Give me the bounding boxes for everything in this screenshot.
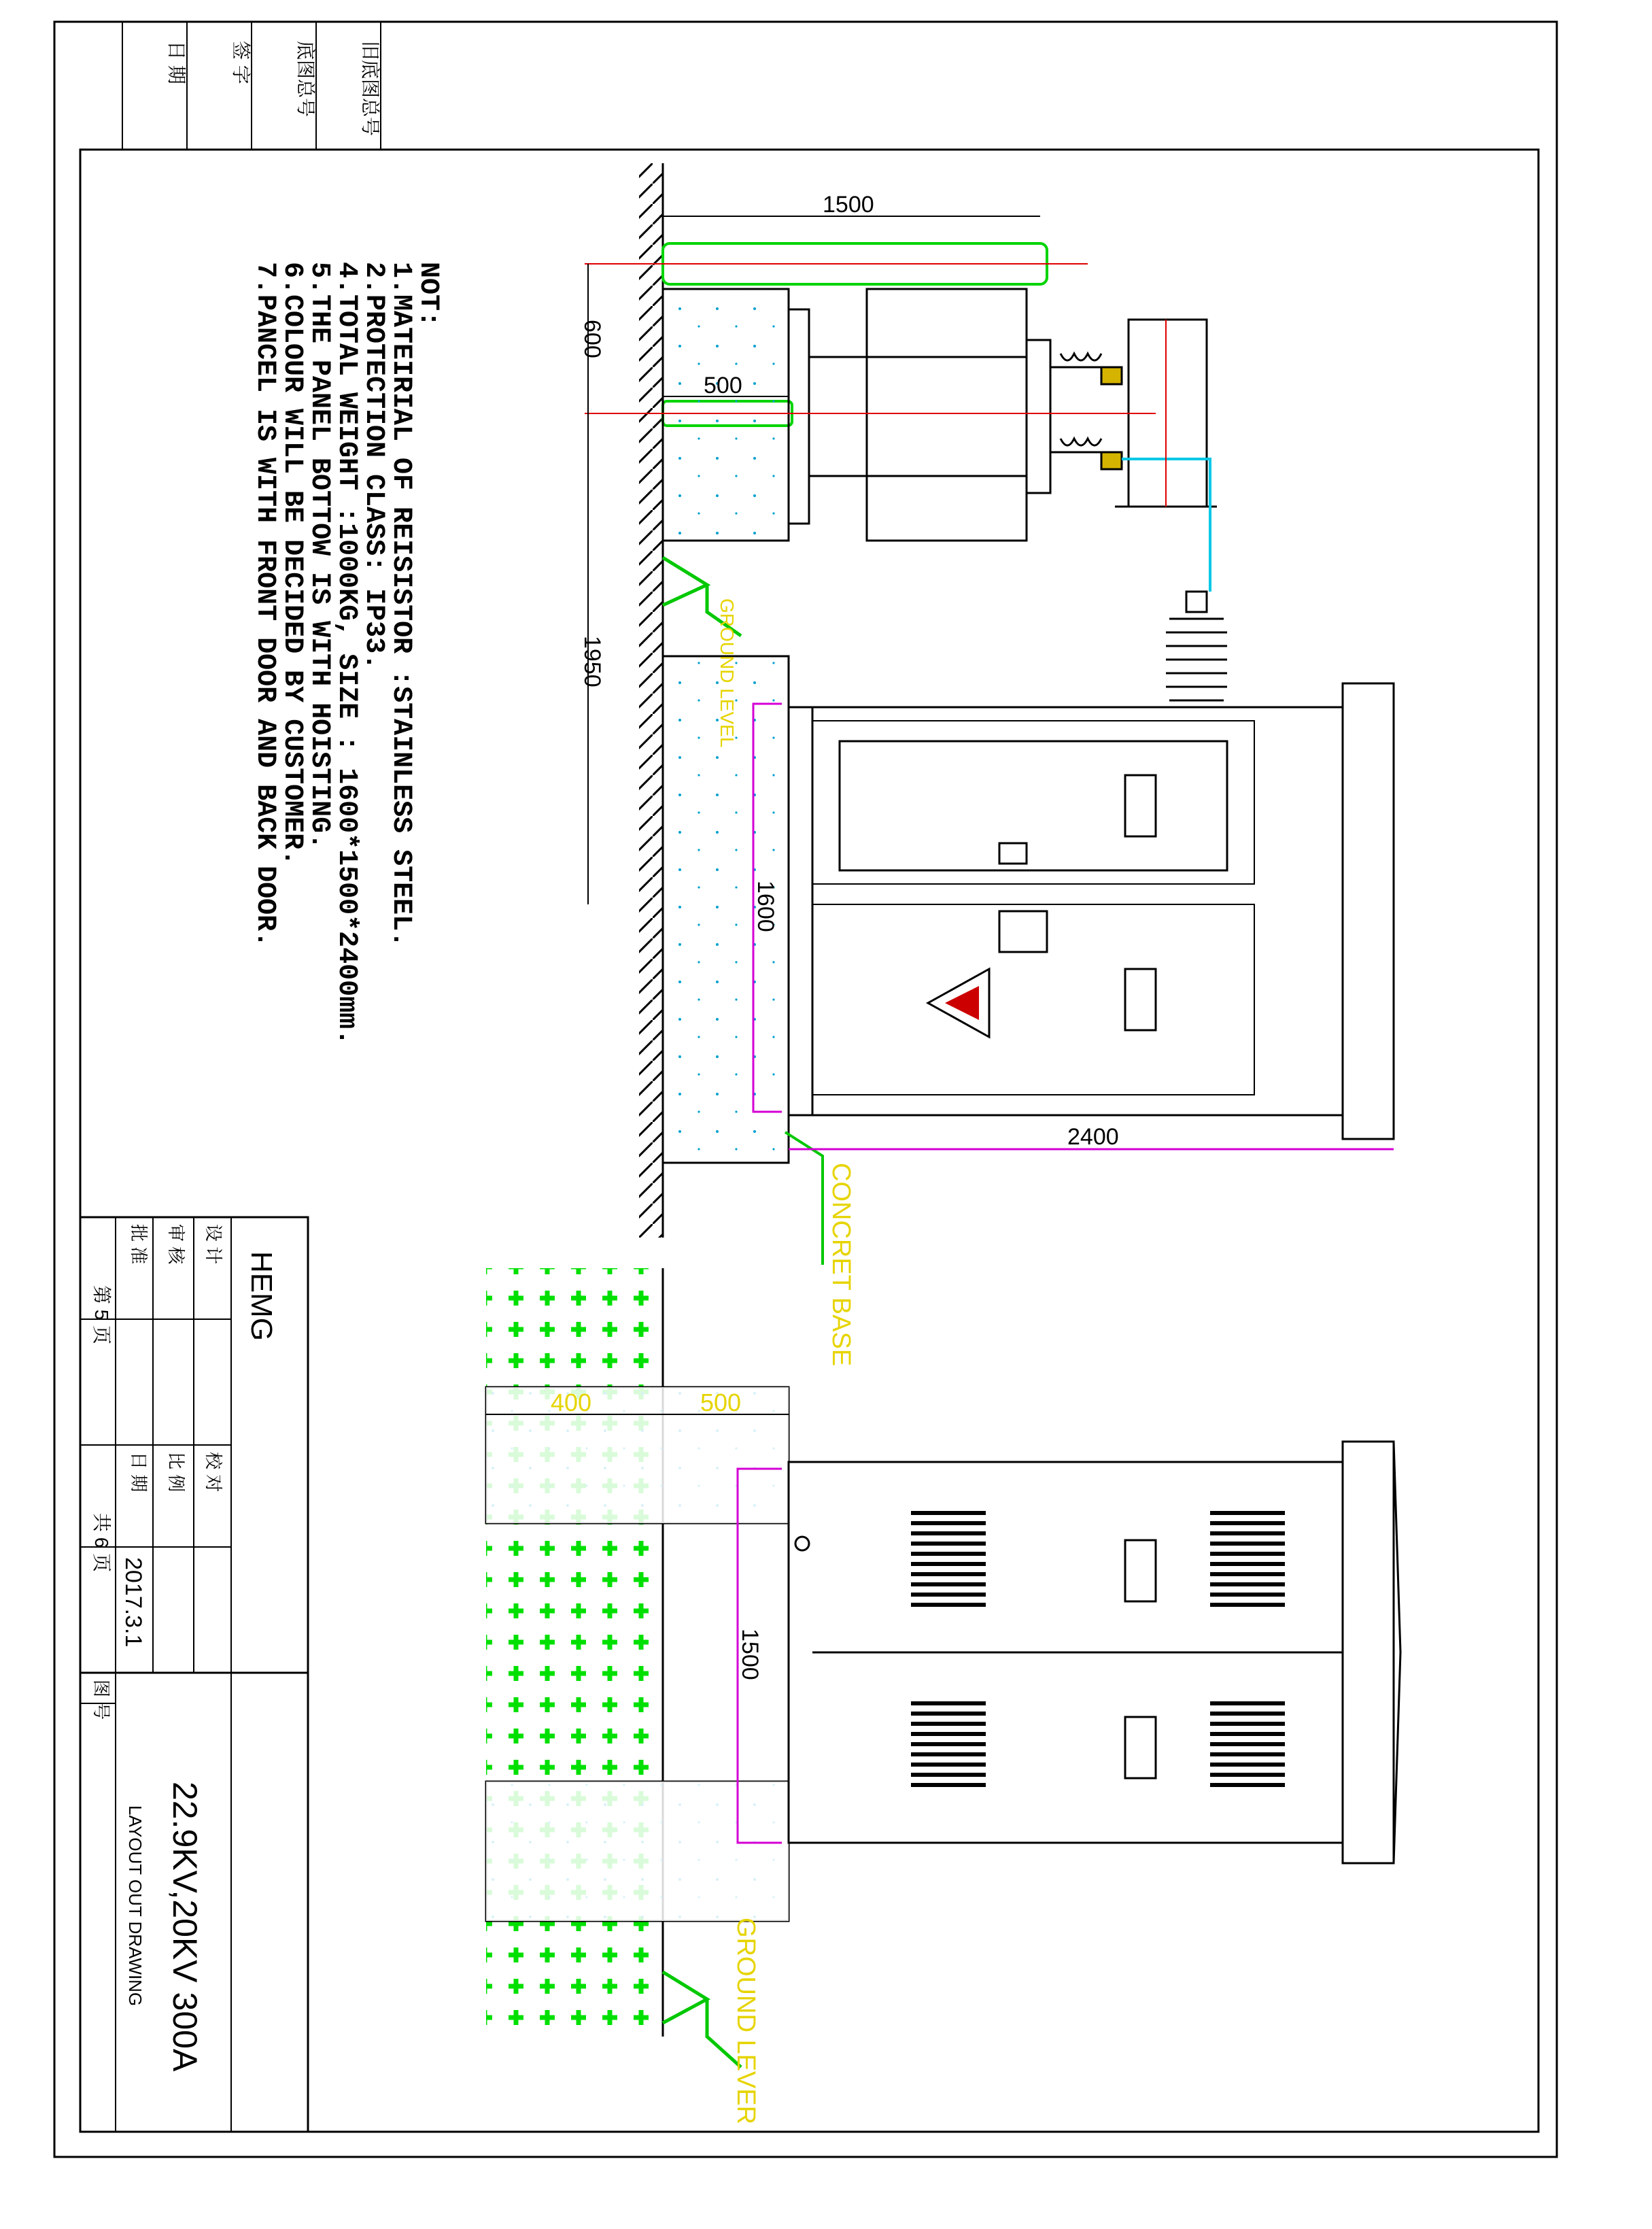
note-4: 4.TOTAL WEIGHT :1000KG, SIZE : 1600*1500*2400mm.	[331, 262, 362, 1046]
meter-upper	[1125, 775, 1156, 836]
label-scale: 比 例	[166, 1452, 186, 1493]
title-block	[80, 1217, 308, 2132]
foot-upper-fill	[486, 1387, 789, 1523]
vent-upper-right-icon	[1210, 1513, 1285, 1605]
front-meter-lower	[1125, 1717, 1156, 1778]
total-pages: 共 6 页	[91, 1513, 112, 1573]
concrete-block-upper	[663, 289, 789, 541]
handle-upper	[999, 843, 1027, 864]
reactor-coil	[867, 289, 1027, 541]
insulator-upper-icon	[1050, 354, 1122, 384]
dim-foot-a: 400	[551, 1389, 592, 1416]
dim-pipe-short: 500	[704, 373, 742, 398]
notes-block	[249, 262, 443, 1045]
dim-cabinet-height: 1600	[753, 881, 778, 932]
ground-lever-label: GROUND LEVER	[732, 1918, 760, 2125]
vent-upper-left-icon	[911, 1513, 986, 1605]
stamp-base-drawing-no: 底图总号	[295, 41, 316, 118]
dim-depth-upper: 600	[579, 320, 605, 358]
drawing-subtitle: LAYOUT OUT DRAWING	[125, 1805, 145, 2007]
note-2: 2.PROTECTION CLASS: IP33.	[358, 262, 389, 670]
page-number: 第 5 页	[91, 1285, 112, 1345]
cabinet-body	[789, 707, 1343, 1115]
label-review: 审 核	[166, 1224, 186, 1265]
vent-lower-right-icon	[1210, 1703, 1285, 1785]
cabinet-panel-upper	[840, 741, 1227, 870]
ground-hatch	[639, 163, 663, 1238]
ground-level-label: GROUND LEVEL	[717, 598, 738, 748]
company-name: HEMG	[245, 1251, 278, 1341]
meter-lower	[1125, 969, 1156, 1030]
vent-lower-left-icon	[911, 1703, 986, 1785]
dim-foot-b: 500	[700, 1389, 742, 1416]
cabinet-roof	[1343, 683, 1394, 1139]
drawing-no-label: 图 号	[91, 1680, 111, 1720]
label-check: 校 对	[203, 1452, 224, 1493]
cabinet-plinth	[789, 707, 812, 1115]
note-7: 7.PANCEL IS WITH FRONT DOOR AND BACK DOOR.	[249, 262, 280, 948]
label-approve: 批 准	[128, 1224, 149, 1265]
note-1: 1.MATEIRIAL OF REISISTOR :STAINLESS STEEL.	[385, 262, 416, 948]
front-meter-upper	[1125, 1540, 1156, 1601]
note-6: 6.COLOUR WILL BE DECIDED BY CUSTOMER.	[277, 262, 307, 866]
dim-span: 1500	[737, 1629, 763, 1680]
label-design: 设 计	[203, 1224, 224, 1265]
front-ground-symbol-icon	[663, 1972, 741, 2067]
warning-sign-icon	[928, 969, 989, 1037]
concrete-base-label: CONCRET BASE	[827, 1163, 855, 1367]
stamp-date: 日 期	[166, 41, 187, 84]
cabinet-door-upper	[812, 721, 1254, 884]
side-view	[579, 163, 1394, 1366]
stamp-old-base-drawing-no: 旧底图总号	[360, 41, 381, 137]
concrete-base-leader	[785, 1132, 823, 1265]
reactor-core	[809, 357, 1027, 476]
note-5: 5.THE PANEL BOTTOW IS WITH HOISTING.	[304, 262, 334, 850]
front-cabinet-roof	[1343, 1442, 1394, 1863]
stamp-signature: 签 字	[230, 41, 252, 84]
front-view	[486, 1268, 1400, 2124]
drawing-title: 22.9KV,20KV 300A	[166, 1782, 204, 2072]
dim-cabinet-width: 2400	[1067, 1124, 1119, 1150]
cabinet-door-lower	[812, 904, 1254, 1095]
label-date: 日 期	[128, 1452, 149, 1493]
top-stamp	[122, 22, 381, 150]
dim-pipe-length: 1500	[823, 192, 874, 218]
notes-heading: NOT:	[413, 262, 443, 328]
bushing-icon	[1166, 592, 1227, 700]
insulator-lower-icon	[1050, 439, 1122, 469]
switch-lower	[999, 911, 1047, 952]
foot-lower-fill	[486, 1782, 789, 1921]
date-value: 2017.3.1	[120, 1557, 146, 1648]
earth-terminal-icon	[795, 1537, 809, 1550]
reactor-flange	[1027, 340, 1050, 493]
dim-depth-lower: 1950	[579, 636, 605, 687]
